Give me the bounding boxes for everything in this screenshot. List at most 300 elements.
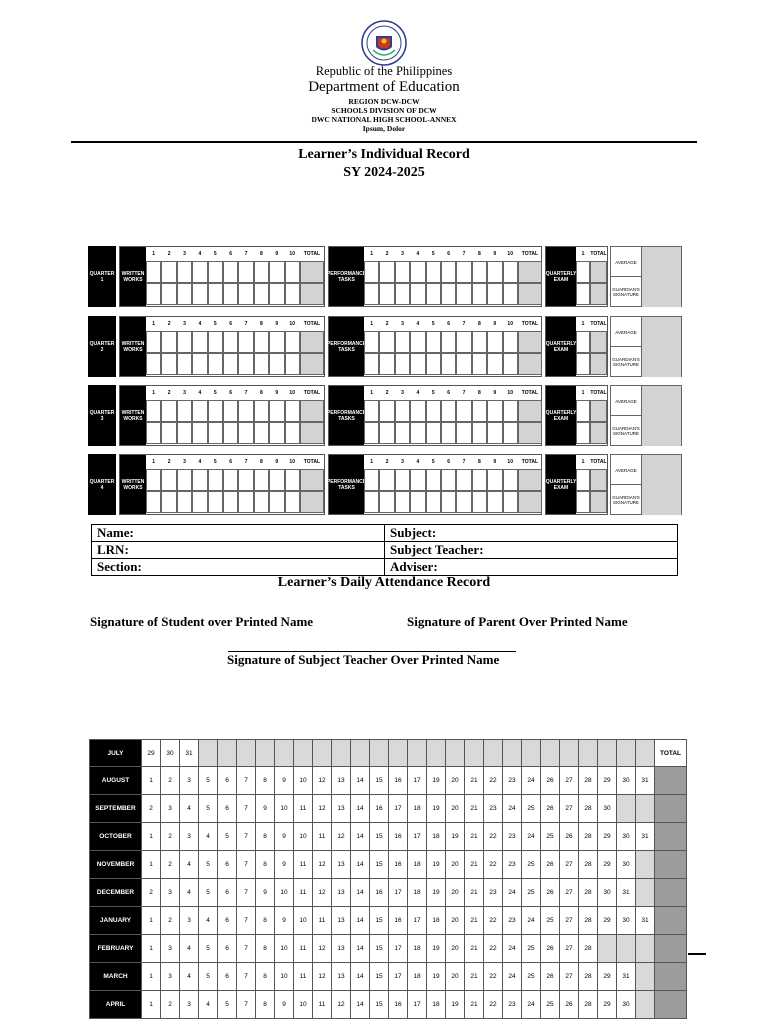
score-cell[interactable] bbox=[576, 491, 590, 513]
name-field[interactable]: Name: bbox=[92, 525, 385, 542]
month-total-cell[interactable] bbox=[655, 795, 687, 823]
score-cell[interactable] bbox=[379, 331, 394, 353]
score-cell[interactable] bbox=[410, 422, 425, 444]
score-cell[interactable] bbox=[208, 422, 223, 444]
day-cell[interactable]: 24 bbox=[522, 907, 541, 935]
score-cell[interactable] bbox=[192, 353, 207, 375]
day-cell[interactable]: 7 bbox=[237, 823, 256, 851]
day-cell[interactable]: 26 bbox=[560, 823, 579, 851]
score-cell[interactable] bbox=[254, 331, 269, 353]
day-cell[interactable]: 19 bbox=[427, 767, 446, 795]
day-cell[interactable]: 12 bbox=[313, 963, 332, 991]
total-cell[interactable] bbox=[590, 469, 607, 491]
score-cell[interactable] bbox=[379, 422, 394, 444]
day-cell[interactable]: 5 bbox=[199, 851, 218, 879]
day-cell[interactable]: 31 bbox=[636, 907, 655, 935]
day-cell[interactable]: 13 bbox=[332, 963, 351, 991]
score-cell[interactable] bbox=[364, 491, 379, 513]
day-cell[interactable]: 23 bbox=[503, 767, 522, 795]
total-cell[interactable] bbox=[300, 422, 324, 444]
day-cell[interactable]: 7 bbox=[237, 767, 256, 795]
score-cell[interactable] bbox=[161, 469, 176, 491]
score-cell[interactable] bbox=[364, 261, 379, 283]
score-cell[interactable] bbox=[238, 353, 253, 375]
day-cell[interactable]: 5 bbox=[199, 795, 218, 823]
day-cell[interactable]: 12 bbox=[313, 767, 332, 795]
score-cell[interactable] bbox=[364, 469, 379, 491]
day-cell[interactable]: 6 bbox=[218, 795, 237, 823]
score-cell[interactable] bbox=[285, 469, 300, 491]
score-cell[interactable] bbox=[379, 491, 394, 513]
day-cell[interactable]: 30 bbox=[617, 767, 636, 795]
day-cell[interactable]: 18 bbox=[427, 823, 446, 851]
score-cell[interactable] bbox=[238, 491, 253, 513]
day-cell[interactable]: 18 bbox=[408, 879, 427, 907]
day-cell[interactable]: 27 bbox=[560, 767, 579, 795]
day-cell[interactable]: 25 bbox=[522, 795, 541, 823]
score-cell[interactable] bbox=[441, 353, 456, 375]
day-cell[interactable]: 4 bbox=[180, 935, 199, 963]
day-cell[interactable]: 23 bbox=[503, 851, 522, 879]
day-cell[interactable]: 16 bbox=[389, 823, 408, 851]
score-cell[interactable] bbox=[456, 400, 471, 422]
score-cell[interactable] bbox=[456, 261, 471, 283]
day-cell[interactable]: 9 bbox=[275, 851, 294, 879]
score-cell[interactable] bbox=[223, 491, 238, 513]
day-cell[interactable]: 19 bbox=[427, 963, 446, 991]
total-cell[interactable] bbox=[590, 491, 607, 513]
day-cell[interactable]: 10 bbox=[275, 935, 294, 963]
score-cell[interactable] bbox=[285, 422, 300, 444]
score-cell[interactable] bbox=[223, 469, 238, 491]
day-cell[interactable]: 20 bbox=[446, 963, 465, 991]
total-cell[interactable] bbox=[300, 353, 324, 375]
score-cell[interactable] bbox=[161, 261, 176, 283]
day-cell[interactable]: 9 bbox=[256, 879, 275, 907]
day-cell[interactable]: 19 bbox=[446, 823, 465, 851]
day-cell[interactable]: 24 bbox=[503, 935, 522, 963]
score-cell[interactable] bbox=[456, 331, 471, 353]
score-cell[interactable] bbox=[472, 422, 487, 444]
day-cell[interactable]: 12 bbox=[313, 851, 332, 879]
score-cell[interactable] bbox=[487, 491, 502, 513]
month-total-cell[interactable] bbox=[655, 879, 687, 907]
day-cell[interactable]: 26 bbox=[541, 767, 560, 795]
day-cell[interactable]: 11 bbox=[294, 795, 313, 823]
score-cell[interactable] bbox=[285, 400, 300, 422]
day-cell[interactable]: 19 bbox=[427, 879, 446, 907]
day-cell[interactable]: 11 bbox=[294, 879, 313, 907]
day-cell[interactable]: 26 bbox=[541, 795, 560, 823]
score-cell[interactable] bbox=[208, 261, 223, 283]
score-cell[interactable] bbox=[472, 491, 487, 513]
day-cell[interactable]: 17 bbox=[408, 907, 427, 935]
day-cell[interactable]: 28 bbox=[579, 907, 598, 935]
day-cell[interactable]: 30 bbox=[617, 851, 636, 879]
score-cell[interactable] bbox=[487, 400, 502, 422]
total-cell[interactable] bbox=[300, 469, 324, 491]
day-cell[interactable]: 20 bbox=[446, 851, 465, 879]
score-cell[interactable] bbox=[177, 331, 192, 353]
day-cell[interactable]: 26 bbox=[541, 879, 560, 907]
day-cell[interactable]: 20 bbox=[446, 879, 465, 907]
score-cell[interactable] bbox=[254, 400, 269, 422]
day-cell[interactable]: 23 bbox=[503, 991, 522, 1019]
day-cell[interactable]: 7 bbox=[237, 991, 256, 1019]
subject-teacher-field[interactable]: Subject Teacher: bbox=[385, 542, 678, 559]
score-cell[interactable] bbox=[503, 331, 518, 353]
score-cell[interactable] bbox=[177, 353, 192, 375]
day-cell[interactable]: 23 bbox=[503, 823, 522, 851]
day-cell[interactable]: 3 bbox=[161, 935, 180, 963]
score-cell[interactable] bbox=[192, 469, 207, 491]
day-cell[interactable]: 14 bbox=[351, 963, 370, 991]
day-cell[interactable]: 4 bbox=[199, 907, 218, 935]
guardian-signature-row-value[interactable] bbox=[642, 277, 681, 307]
day-cell[interactable]: 13 bbox=[332, 795, 351, 823]
score-cell[interactable] bbox=[254, 491, 269, 513]
day-cell[interactable]: 15 bbox=[370, 851, 389, 879]
day-cell[interactable]: 22 bbox=[484, 935, 503, 963]
score-cell[interactable] bbox=[192, 422, 207, 444]
score-cell[interactable] bbox=[576, 400, 590, 422]
score-cell[interactable] bbox=[472, 331, 487, 353]
score-cell[interactable] bbox=[503, 283, 518, 305]
day-cell[interactable]: 10 bbox=[294, 823, 313, 851]
section-field[interactable]: Section: bbox=[92, 559, 385, 576]
score-cell[interactable] bbox=[192, 491, 207, 513]
score-cell[interactable] bbox=[146, 261, 161, 283]
day-cell[interactable]: 29 bbox=[598, 963, 617, 991]
day-cell[interactable]: 25 bbox=[522, 963, 541, 991]
day-cell[interactable]: 23 bbox=[484, 879, 503, 907]
month-total-cell[interactable] bbox=[655, 907, 687, 935]
day-cell[interactable]: 28 bbox=[579, 767, 598, 795]
score-cell[interactable] bbox=[285, 491, 300, 513]
day-cell[interactable]: 7 bbox=[237, 963, 256, 991]
day-cell[interactable]: 13 bbox=[332, 879, 351, 907]
day-cell[interactable]: 31 bbox=[617, 963, 636, 991]
score-cell[interactable] bbox=[456, 353, 471, 375]
day-cell[interactable]: 7 bbox=[237, 851, 256, 879]
day-cell[interactable]: 13 bbox=[332, 935, 351, 963]
day-cell[interactable]: 15 bbox=[370, 767, 389, 795]
day-cell[interactable]: 5 bbox=[199, 935, 218, 963]
score-cell[interactable] bbox=[364, 422, 379, 444]
day-cell[interactable]: 29 bbox=[598, 991, 617, 1019]
day-cell[interactable]: 20 bbox=[446, 907, 465, 935]
day-cell[interactable]: 9 bbox=[256, 795, 275, 823]
score-cell[interactable] bbox=[503, 422, 518, 444]
day-cell[interactable]: 16 bbox=[389, 907, 408, 935]
score-cell[interactable] bbox=[208, 469, 223, 491]
day-cell[interactable]: 22 bbox=[484, 963, 503, 991]
day-cell[interactable]: 12 bbox=[313, 795, 332, 823]
day-cell[interactable]: 13 bbox=[332, 851, 351, 879]
day-cell[interactable]: 3 bbox=[161, 963, 180, 991]
score-cell[interactable] bbox=[472, 469, 487, 491]
score-cell[interactable] bbox=[379, 469, 394, 491]
day-cell[interactable]: 5 bbox=[199, 879, 218, 907]
day-cell[interactable]: 13 bbox=[332, 767, 351, 795]
score-cell[interactable] bbox=[208, 400, 223, 422]
score-cell[interactable] bbox=[146, 331, 161, 353]
day-cell[interactable]: 21 bbox=[465, 963, 484, 991]
score-cell[interactable] bbox=[177, 400, 192, 422]
day-cell[interactable]: 30 bbox=[598, 879, 617, 907]
day-cell[interactable]: 23 bbox=[484, 795, 503, 823]
day-cell[interactable]: 19 bbox=[446, 991, 465, 1019]
day-cell[interactable]: 3 bbox=[161, 795, 180, 823]
day-cell[interactable]: 24 bbox=[503, 879, 522, 907]
day-cell[interactable]: 30 bbox=[617, 991, 636, 1019]
day-cell[interactable]: 8 bbox=[256, 851, 275, 879]
day-cell[interactable]: 8 bbox=[256, 823, 275, 851]
day-cell[interactable]: 17 bbox=[408, 991, 427, 1019]
day-cell[interactable]: 20 bbox=[446, 767, 465, 795]
total-cell[interactable] bbox=[518, 353, 542, 375]
score-cell[interactable] bbox=[410, 469, 425, 491]
day-cell[interactable]: 2 bbox=[161, 991, 180, 1019]
day-cell[interactable]: 24 bbox=[522, 991, 541, 1019]
month-total-cell[interactable] bbox=[655, 767, 687, 795]
score-cell[interactable] bbox=[441, 422, 456, 444]
score-cell[interactable] bbox=[269, 400, 284, 422]
day-cell[interactable]: 27 bbox=[560, 935, 579, 963]
score-cell[interactable] bbox=[395, 469, 410, 491]
score-cell[interactable] bbox=[269, 422, 284, 444]
score-cell[interactable] bbox=[395, 491, 410, 513]
total-cell[interactable] bbox=[300, 400, 324, 422]
score-cell[interactable] bbox=[254, 283, 269, 305]
day-cell[interactable]: 6 bbox=[218, 935, 237, 963]
day-cell[interactable]: 17 bbox=[389, 795, 408, 823]
score-cell[interactable] bbox=[208, 353, 223, 375]
day-cell[interactable]: 2 bbox=[142, 795, 161, 823]
day-cell[interactable]: 1 bbox=[142, 991, 161, 1019]
day-cell[interactable]: 27 bbox=[560, 907, 579, 935]
score-cell[interactable] bbox=[441, 491, 456, 513]
score-cell[interactable] bbox=[441, 400, 456, 422]
day-cell[interactable]: 3 bbox=[161, 879, 180, 907]
total-cell[interactable] bbox=[300, 283, 324, 305]
day-cell[interactable]: 16 bbox=[370, 795, 389, 823]
score-cell[interactable] bbox=[161, 422, 176, 444]
day-cell[interactable]: 14 bbox=[351, 991, 370, 1019]
day-cell[interactable]: 23 bbox=[503, 907, 522, 935]
score-cell[interactable] bbox=[177, 261, 192, 283]
score-cell[interactable] bbox=[146, 422, 161, 444]
day-cell[interactable]: 12 bbox=[313, 935, 332, 963]
day-cell[interactable]: 30 bbox=[617, 823, 636, 851]
score-cell[interactable] bbox=[146, 353, 161, 375]
score-cell[interactable] bbox=[208, 283, 223, 305]
day-cell[interactable]: 8 bbox=[256, 935, 275, 963]
day-cell[interactable]: 17 bbox=[389, 963, 408, 991]
score-cell[interactable] bbox=[472, 283, 487, 305]
score-cell[interactable] bbox=[410, 353, 425, 375]
score-cell[interactable] bbox=[487, 261, 502, 283]
guardian-signature-row-value[interactable] bbox=[642, 416, 681, 446]
day-cell[interactable]: 18 bbox=[408, 795, 427, 823]
day-cell[interactable]: 4 bbox=[180, 963, 199, 991]
day-cell[interactable]: 6 bbox=[218, 907, 237, 935]
day-cell[interactable]: 1 bbox=[142, 935, 161, 963]
day-cell[interactable]: 21 bbox=[465, 907, 484, 935]
day-cell[interactable]: 16 bbox=[389, 767, 408, 795]
month-total-cell[interactable] bbox=[655, 963, 687, 991]
score-cell[interactable] bbox=[364, 331, 379, 353]
score-cell[interactable] bbox=[426, 283, 441, 305]
day-cell[interactable]: 15 bbox=[370, 907, 389, 935]
score-cell[interactable] bbox=[441, 469, 456, 491]
score-cell[interactable] bbox=[269, 469, 284, 491]
score-cell[interactable] bbox=[254, 353, 269, 375]
day-cell[interactable]: 7 bbox=[237, 879, 256, 907]
day-cell[interactable]: 27 bbox=[560, 879, 579, 907]
day-cell[interactable]: 1 bbox=[142, 963, 161, 991]
score-cell[interactable] bbox=[285, 283, 300, 305]
score-cell[interactable] bbox=[192, 331, 207, 353]
day-cell[interactable]: 4 bbox=[199, 991, 218, 1019]
guardian-signature-row-value[interactable] bbox=[642, 485, 681, 515]
score-cell[interactable] bbox=[379, 283, 394, 305]
total-cell[interactable] bbox=[590, 283, 607, 305]
day-cell[interactable]: 6 bbox=[218, 879, 237, 907]
day-cell[interactable]: 11 bbox=[294, 963, 313, 991]
day-cell[interactable]: 15 bbox=[370, 935, 389, 963]
day-cell[interactable]: 9 bbox=[275, 823, 294, 851]
day-cell[interactable]: 26 bbox=[541, 963, 560, 991]
score-cell[interactable] bbox=[161, 331, 176, 353]
day-cell[interactable]: 12 bbox=[313, 879, 332, 907]
day-cell[interactable]: 6 bbox=[218, 851, 237, 879]
total-cell[interactable] bbox=[300, 331, 324, 353]
day-cell[interactable]: 31 bbox=[636, 767, 655, 795]
month-total-cell[interactable] bbox=[655, 935, 687, 963]
score-cell[interactable] bbox=[410, 400, 425, 422]
day-cell[interactable]: 30 bbox=[598, 795, 617, 823]
day-cell[interactable]: 18 bbox=[408, 963, 427, 991]
total-cell[interactable] bbox=[590, 422, 607, 444]
day-cell[interactable]: 8 bbox=[256, 963, 275, 991]
day-cell[interactable]: 21 bbox=[465, 823, 484, 851]
total-cell[interactable] bbox=[518, 469, 542, 491]
day-cell[interactable]: 22 bbox=[484, 991, 503, 1019]
score-cell[interactable] bbox=[161, 283, 176, 305]
score-cell[interactable] bbox=[146, 283, 161, 305]
score-cell[interactable] bbox=[395, 283, 410, 305]
subject-field[interactable]: Subject: bbox=[385, 525, 678, 542]
score-cell[interactable] bbox=[238, 331, 253, 353]
day-cell[interactable]: 4 bbox=[180, 795, 199, 823]
score-cell[interactable] bbox=[487, 283, 502, 305]
day-cell[interactable]: 17 bbox=[408, 767, 427, 795]
score-cell[interactable] bbox=[503, 261, 518, 283]
day-cell[interactable]: 10 bbox=[294, 767, 313, 795]
score-cell[interactable] bbox=[487, 469, 502, 491]
score-cell[interactable] bbox=[208, 491, 223, 513]
score-cell[interactable] bbox=[395, 400, 410, 422]
score-cell[interactable] bbox=[410, 283, 425, 305]
day-cell[interactable]: 28 bbox=[579, 991, 598, 1019]
day-cell[interactable]: 2 bbox=[142, 879, 161, 907]
day-cell[interactable]: 1 bbox=[142, 823, 161, 851]
score-cell[interactable] bbox=[192, 400, 207, 422]
guardian-signature-row-value[interactable] bbox=[642, 347, 681, 377]
score-cell[interactable] bbox=[456, 491, 471, 513]
day-cell[interactable]: 2 bbox=[161, 907, 180, 935]
day-cell[interactable]: 28 bbox=[579, 851, 598, 879]
day-cell[interactable]: 10 bbox=[294, 991, 313, 1019]
day-cell[interactable]: 25 bbox=[522, 935, 541, 963]
score-cell[interactable] bbox=[238, 400, 253, 422]
score-cell[interactable] bbox=[285, 353, 300, 375]
score-cell[interactable] bbox=[238, 283, 253, 305]
day-cell[interactable]: 25 bbox=[541, 907, 560, 935]
day-cell[interactable]: 8 bbox=[256, 907, 275, 935]
total-cell[interactable] bbox=[518, 400, 542, 422]
score-cell[interactable] bbox=[146, 469, 161, 491]
day-cell[interactable]: 21 bbox=[465, 851, 484, 879]
day-cell[interactable]: 7 bbox=[237, 795, 256, 823]
score-cell[interactable] bbox=[223, 283, 238, 305]
total-cell[interactable] bbox=[300, 261, 324, 283]
day-cell[interactable]: 29 bbox=[598, 851, 617, 879]
day-cell[interactable]: 26 bbox=[541, 935, 560, 963]
day-cell[interactable]: 3 bbox=[180, 907, 199, 935]
score-cell[interactable] bbox=[576, 261, 590, 283]
day-cell[interactable]: 10 bbox=[275, 963, 294, 991]
day-cell[interactable]: 7 bbox=[237, 935, 256, 963]
day-cell[interactable]: 18 bbox=[408, 935, 427, 963]
day-cell[interactable]: 26 bbox=[560, 991, 579, 1019]
day-cell[interactable]: 10 bbox=[275, 795, 294, 823]
day-cell[interactable]: 16 bbox=[389, 851, 408, 879]
total-cell[interactable] bbox=[518, 283, 542, 305]
score-cell[interactable] bbox=[208, 331, 223, 353]
day-cell[interactable]: 28 bbox=[579, 879, 598, 907]
day-cell[interactable]: 14 bbox=[351, 823, 370, 851]
score-cell[interactable] bbox=[395, 422, 410, 444]
score-cell[interactable] bbox=[161, 353, 176, 375]
day-cell[interactable]: 19 bbox=[427, 851, 446, 879]
score-cell[interactable] bbox=[379, 261, 394, 283]
score-cell[interactable] bbox=[223, 400, 238, 422]
score-cell[interactable] bbox=[146, 491, 161, 513]
score-cell[interactable] bbox=[223, 261, 238, 283]
score-cell[interactable] bbox=[269, 283, 284, 305]
day-cell[interactable]: 2 bbox=[161, 823, 180, 851]
month-total-cell[interactable] bbox=[655, 851, 687, 879]
day-cell[interactable]: 18 bbox=[427, 991, 446, 1019]
score-cell[interactable] bbox=[441, 261, 456, 283]
day-cell[interactable]: 14 bbox=[351, 935, 370, 963]
day-cell[interactable]: 2 bbox=[161, 851, 180, 879]
score-cell[interactable] bbox=[223, 331, 238, 353]
score-cell[interactable] bbox=[472, 261, 487, 283]
day-cell[interactable]: 14 bbox=[351, 795, 370, 823]
day-cell[interactable]: 14 bbox=[351, 879, 370, 907]
month-total-cell[interactable] bbox=[655, 991, 687, 1019]
score-cell[interactable] bbox=[410, 261, 425, 283]
day-cell[interactable]: 11 bbox=[313, 823, 332, 851]
day-cell[interactable]: 15 bbox=[370, 991, 389, 1019]
score-cell[interactable] bbox=[426, 400, 441, 422]
score-cell[interactable] bbox=[379, 400, 394, 422]
score-cell[interactable] bbox=[472, 400, 487, 422]
score-cell[interactable] bbox=[395, 331, 410, 353]
